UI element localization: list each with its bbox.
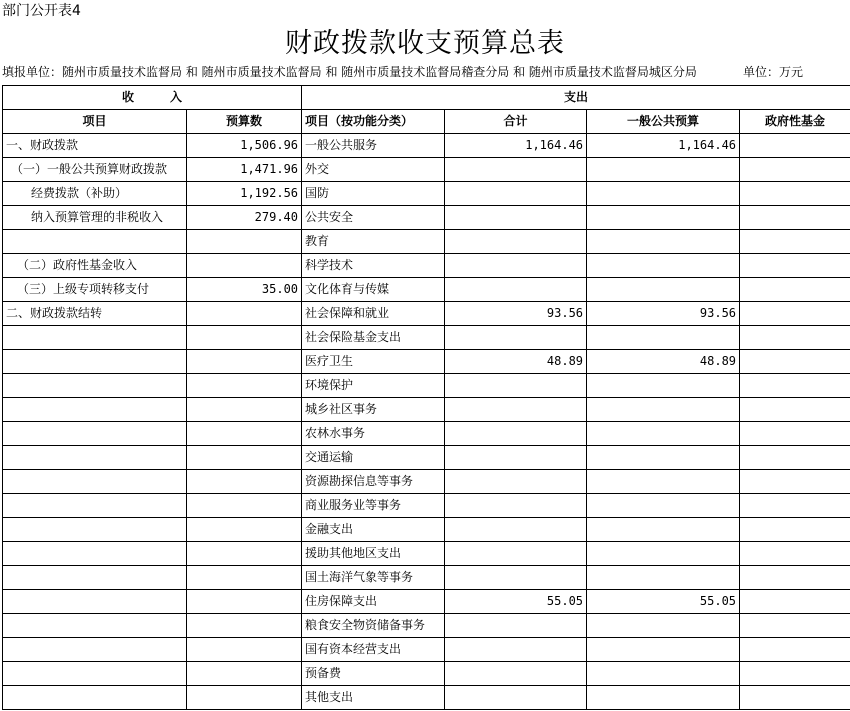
table-row — [3, 398, 850, 422]
col-total-header: 合计 — [445, 110, 587, 134]
gov-fund-cell — [740, 182, 850, 206]
income-item-cell: （三）上级专项转移支付 — [3, 278, 187, 302]
expense-total-cell: 1,164.46 — [445, 134, 587, 158]
income-item-cell — [3, 470, 187, 494]
gov-fund-cell — [740, 158, 850, 182]
income-amount-cell — [187, 590, 302, 614]
general-budget-cell — [587, 230, 740, 254]
income-amount-cell — [187, 374, 302, 398]
general-budget-cell — [587, 398, 740, 422]
expense-group-header: 支出 — [302, 86, 850, 110]
col-general-header: 一般公共预算 — [587, 110, 740, 134]
income-amount-cell — [187, 326, 302, 350]
table-row — [3, 326, 850, 350]
income-item-cell: 二、财政拨款结转 — [3, 302, 187, 326]
gov-fund-cell — [740, 398, 850, 422]
income-item-cell — [3, 542, 187, 566]
expense-total-cell — [445, 230, 587, 254]
gov-fund-cell — [740, 614, 850, 638]
income-item-cell — [3, 566, 187, 590]
general-budget-cell — [587, 446, 740, 470]
general-budget-cell — [587, 374, 740, 398]
expense-item-cell: 援助其他地区支出 — [302, 542, 445, 566]
gov-fund-cell — [740, 518, 850, 542]
gov-fund-cell — [740, 278, 850, 302]
gov-fund-cell — [740, 350, 850, 374]
col-gov-fund-header: 政府性基金 — [740, 110, 850, 134]
expense-total-cell — [445, 470, 587, 494]
table-row — [3, 686, 850, 710]
general-budget-cell — [587, 278, 740, 302]
income-item-cell — [3, 374, 187, 398]
general-budget-cell — [587, 542, 740, 566]
income-amount-cell — [187, 350, 302, 374]
income-item-cell — [3, 686, 187, 710]
table-row — [3, 542, 850, 566]
table-row — [3, 566, 850, 590]
income-amount-cell: 1,471.96 — [187, 158, 302, 182]
income-item-cell — [3, 326, 187, 350]
income-amount-cell — [187, 446, 302, 470]
expense-total-cell: 48.89 — [445, 350, 587, 374]
col-budget-header: 预算数 — [187, 110, 302, 134]
table-row — [3, 278, 850, 302]
general-budget-cell — [587, 662, 740, 686]
expense-total-cell: 55.05 — [445, 590, 587, 614]
income-item-cell: 纳入预算管理的非税收入 — [3, 206, 187, 230]
general-budget-cell: 93.56 — [587, 302, 740, 326]
gov-fund-cell — [740, 686, 850, 710]
expense-total-cell — [445, 446, 587, 470]
expense-total-cell — [445, 638, 587, 662]
income-amount-cell — [187, 686, 302, 710]
table-row — [3, 134, 850, 158]
general-budget-cell — [587, 206, 740, 230]
form-number: 部门公开表4 — [2, 3, 81, 19]
table-row — [3, 638, 850, 662]
general-budget-cell — [587, 614, 740, 638]
table-row — [3, 350, 850, 374]
expense-item-cell: 文化体育与传媒 — [302, 278, 445, 302]
expense-total-cell — [445, 686, 587, 710]
expense-item-cell: 公共安全 — [302, 206, 445, 230]
income-item-cell — [3, 614, 187, 638]
income-amount-cell — [187, 470, 302, 494]
gov-fund-cell — [740, 446, 850, 470]
general-budget-cell: 1,164.46 — [587, 134, 740, 158]
income-item-cell: 经费拨款（补助） — [3, 182, 187, 206]
general-budget-cell — [587, 254, 740, 278]
expense-item-cell: 交通运输 — [302, 446, 445, 470]
general-budget-cell — [587, 326, 740, 350]
expense-item-cell: 资源勘探信息等事务 — [302, 470, 445, 494]
col-item-header: 项目 — [3, 110, 187, 134]
gov-fund-cell — [740, 422, 850, 446]
expense-total-cell — [445, 422, 587, 446]
page-title: 财政拨款收支预算总表 — [285, 28, 565, 59]
expense-total-cell — [445, 614, 587, 638]
budget-table — [2, 85, 850, 710]
column-header-row — [3, 110, 850, 134]
income-item-cell — [3, 446, 187, 470]
expense-total-cell — [445, 398, 587, 422]
gov-fund-cell — [740, 206, 850, 230]
table-row — [3, 182, 850, 206]
table-row — [3, 206, 850, 230]
expense-item-cell: 金融支出 — [302, 518, 445, 542]
table-row — [3, 230, 850, 254]
income-amount-cell — [187, 638, 302, 662]
table-row — [3, 590, 850, 614]
income-amount-cell — [187, 398, 302, 422]
table-row — [3, 422, 850, 446]
income-group-header: 收 入 — [3, 86, 302, 110]
gov-fund-cell — [740, 494, 850, 518]
expense-item-cell: 城乡社区事务 — [302, 398, 445, 422]
expense-item-cell: 其他支出 — [302, 686, 445, 710]
income-item-cell — [3, 518, 187, 542]
expense-total-cell — [445, 542, 587, 566]
general-budget-cell — [587, 686, 740, 710]
col-func-item-header: 项目（按功能分类） — [302, 110, 445, 134]
budget-table-body — [3, 86, 850, 710]
table-row — [3, 662, 850, 686]
table-row — [3, 374, 850, 398]
general-budget-cell — [587, 494, 740, 518]
income-item-cell — [3, 398, 187, 422]
table-row — [3, 614, 850, 638]
table-row — [3, 446, 850, 470]
expense-total-cell — [445, 182, 587, 206]
expense-item-cell: 环境保护 — [302, 374, 445, 398]
expense-item-cell: 国防 — [302, 182, 445, 206]
income-item-cell — [3, 494, 187, 518]
table-row — [3, 158, 850, 182]
fill-unit-text: 填报单位：随州市质量技术监督局 和 随州市质量技术监督局 和 随州市质量技术监督局稽查分局 和 随州市质量技术监督局城区分局 — [2, 65, 697, 79]
income-amount-cell — [187, 494, 302, 518]
expense-item-cell: 教育 — [302, 230, 445, 254]
income-item-cell — [3, 638, 187, 662]
general-budget-cell — [587, 566, 740, 590]
expense-total-cell — [445, 158, 587, 182]
expense-item-cell: 农林水事务 — [302, 422, 445, 446]
gov-fund-cell — [740, 662, 850, 686]
gov-fund-cell — [740, 302, 850, 326]
unit-label: 单位：万元 — [742, 62, 803, 82]
income-item-cell: （一）一般公共预算财政拨款 — [3, 158, 187, 182]
income-amount-cell: 35.00 — [187, 278, 302, 302]
general-budget-cell — [587, 638, 740, 662]
general-budget-cell — [587, 158, 740, 182]
gov-fund-cell — [740, 590, 850, 614]
expense-item-cell: 科学技术 — [302, 254, 445, 278]
gov-fund-cell — [740, 470, 850, 494]
table-row — [3, 494, 850, 518]
income-amount-cell — [187, 542, 302, 566]
expense-item-cell: 社会保险基金支出 — [302, 326, 445, 350]
gov-fund-cell — [740, 134, 850, 158]
table-row — [3, 254, 850, 278]
expense-total-cell — [445, 518, 587, 542]
group-header-row — [3, 86, 850, 110]
table-row — [3, 302, 850, 326]
general-budget-cell — [587, 422, 740, 446]
gov-fund-cell — [740, 638, 850, 662]
income-amount-cell — [187, 254, 302, 278]
expense-item-cell: 商业服务业等事务 — [302, 494, 445, 518]
expense-total-cell — [445, 494, 587, 518]
gov-fund-cell — [740, 254, 850, 278]
income-amount-cell: 1,192.56 — [187, 182, 302, 206]
expense-item-cell: 粮食安全物资储备事务 — [302, 614, 445, 638]
gov-fund-cell — [740, 326, 850, 350]
income-amount-cell: 279.40 — [187, 206, 302, 230]
income-item-cell — [3, 422, 187, 446]
general-budget-cell — [587, 182, 740, 206]
general-budget-cell: 48.89 — [587, 350, 740, 374]
income-amount-cell — [187, 566, 302, 590]
income-item-cell: （二）政府性基金收入 — [3, 254, 187, 278]
general-budget-cell: 55.05 — [587, 590, 740, 614]
income-amount-cell — [187, 230, 302, 254]
gov-fund-cell — [740, 542, 850, 566]
expense-item-cell: 国有资本经营支出 — [302, 638, 445, 662]
expense-total-cell — [445, 278, 587, 302]
fill-unit-line — [2, 62, 848, 82]
expense-item-cell: 国土海洋气象等事务 — [302, 566, 445, 590]
expense-item-cell: 社会保障和就业 — [302, 302, 445, 326]
table-row — [3, 518, 850, 542]
income-item-cell: 一、财政拨款 — [3, 134, 187, 158]
expense-item-cell: 一般公共服务 — [302, 134, 445, 158]
expense-total-cell — [445, 374, 587, 398]
income-amount-cell — [187, 518, 302, 542]
income-item-cell — [3, 350, 187, 374]
expense-item-cell: 医疗卫生 — [302, 350, 445, 374]
expense-total-cell — [445, 662, 587, 686]
income-amount-cell — [187, 662, 302, 686]
expense-total-cell — [445, 326, 587, 350]
expense-total-cell — [445, 254, 587, 278]
gov-fund-cell — [740, 374, 850, 398]
expense-item-cell: 外交 — [302, 158, 445, 182]
gov-fund-cell — [740, 230, 850, 254]
income-amount-cell — [187, 302, 302, 326]
expense-item-cell: 预备费 — [302, 662, 445, 686]
table-row — [3, 470, 850, 494]
income-item-cell — [3, 662, 187, 686]
general-budget-cell — [587, 470, 740, 494]
income-item-cell — [3, 590, 187, 614]
expense-total-cell: 93.56 — [445, 302, 587, 326]
expense-total-cell — [445, 206, 587, 230]
income-amount-cell — [187, 614, 302, 638]
income-amount-cell: 1,506.96 — [187, 134, 302, 158]
general-budget-cell — [587, 518, 740, 542]
income-item-cell — [3, 230, 187, 254]
expense-total-cell — [445, 566, 587, 590]
gov-fund-cell — [740, 566, 850, 590]
income-amount-cell — [187, 422, 302, 446]
expense-item-cell: 住房保障支出 — [302, 590, 445, 614]
